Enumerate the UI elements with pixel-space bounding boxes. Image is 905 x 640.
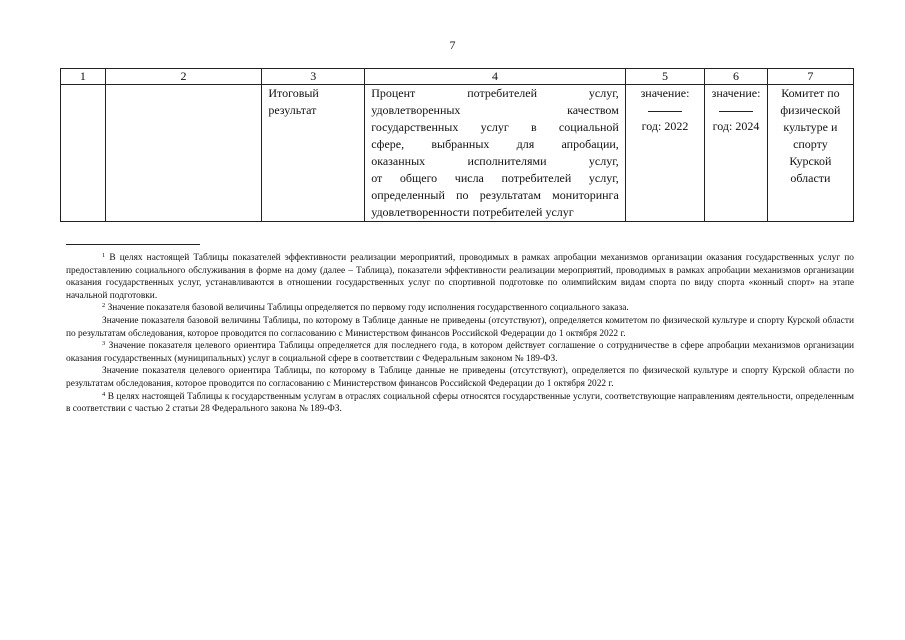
cell-col1 <box>61 85 106 222</box>
footnote <box>66 340 854 365</box>
cell-text-line: Итоговый <box>268 86 319 100</box>
cell-text-line: определенный по результатам мониторинга <box>371 188 619 202</box>
footnote <box>66 315 854 340</box>
value-blank-line <box>719 102 753 112</box>
footnote-marker: 3 <box>102 340 106 348</box>
cell-text-line: Процент потребителей услуг, <box>371 86 619 100</box>
cell-text-line: от общего числа потребителей услуг, <box>371 171 619 185</box>
cell-base-value <box>625 85 704 222</box>
cell-indicator-name <box>365 85 626 222</box>
footnote-text: Значение показателя базовой величины Таблицы, по которому в Таблице данные не приведены (отсутствуют), определяется комитетом по физической культуре и спорту Курской области по результатам обследования, которое проводится по согласованию с Министерством финансов Российской Федерации до 1 октября 2022 г. <box>66 315 854 339</box>
column-number: 2 <box>105 69 262 85</box>
footnote <box>66 252 854 302</box>
footnote-marker: 1 <box>102 252 106 259</box>
cell-text-line: государственных услуг в социальной <box>371 120 619 134</box>
value-year: год: 2022 <box>641 119 689 133</box>
cell-responsible <box>767 85 853 222</box>
footnote <box>66 365 854 390</box>
footnote-text: В целях настоящей Таблицы к государственным услугам в отраслях социальной сферы относятся государственные услуги, соответствующие направлениям деятельности, определенным в соответствии с частью 2 статьи 28 Федерального закона № 189-ФЗ. <box>66 391 854 415</box>
cell-text-line: результат <box>268 103 317 117</box>
cell-text-line: оказанных исполнителями услуг, <box>371 154 619 168</box>
footnote-text: В целях настоящей Таблицы показателей эффективности реализации мероприятий, проводимых в рамках апробации механизмов организации оказания государственных услуг по предоставлению социального обслуживания в форме на дому (далее – Таблица), показатели эффективности реализации мероприятий, проводимых в рамках апробации механизмов организации оказания государственных услуг, устанавливаются в отношении государственных услуг по спортивной подготовке по олимпийским видам спорта по виду спорта «конный спорт» на этапе начальной подготовки. <box>66 253 854 301</box>
footnote-text: Значение показателя базовой величины Таблицы определяется по первому году исполнения государственного социального заказа. <box>105 303 629 314</box>
footnote-marker: 2 <box>102 302 106 310</box>
value-year: год: 2024 <box>712 119 760 133</box>
cell-col2 <box>105 85 262 222</box>
column-number: 1 <box>61 69 106 85</box>
cell-text-line: области <box>790 171 831 185</box>
cell-result-type <box>262 85 365 222</box>
footnote-marker: 4 <box>102 390 106 398</box>
cell-text-line: спорту <box>793 137 828 151</box>
cell-text-line: Курской <box>789 154 832 168</box>
column-number-row <box>61 69 854 85</box>
indicator-table <box>60 68 854 222</box>
table-row <box>61 85 854 222</box>
cell-text-line: Комитет по <box>781 86 840 100</box>
footnote-separator <box>66 244 200 245</box>
footnote-text: Значение показателя целевого ориентира Таблицы, по которому в Таблице данные не приведены (отсутствуют), определяется по физической культуре и спорту Курской области по результатам обследования, которое проводится по согласованию с Министерством финансов Российской Федерации до 1 октября 2022 г. <box>66 366 854 389</box>
cell-text-line: сфере, выбранных для апробации, <box>371 137 619 151</box>
column-number: 3 <box>262 69 365 85</box>
column-number: 6 <box>705 69 768 85</box>
cell-text-line: культуре и <box>783 120 838 134</box>
cell-text-line: удовлетворенности потребителей услуг <box>371 205 574 219</box>
footnote-text: Значение показателя целевого ориентира Таблицы определяется для последнего года, в котором действует соглашение о сотрудничестве в сфере апробации механизмов организации оказания государственных (муниципальных) услуг в социальной сфере в соответствии с Федеральным законом № 189-ФЗ. <box>66 341 854 364</box>
value-blank-line <box>648 102 682 112</box>
value-label: значение: <box>711 86 761 100</box>
footnotes <box>66 252 854 416</box>
footnote <box>66 391 854 416</box>
column-number: 4 <box>365 69 626 85</box>
footnote <box>66 302 854 315</box>
page-number: 7 <box>449 38 456 52</box>
column-number: 5 <box>625 69 704 85</box>
value-label: значение: <box>640 86 690 100</box>
cell-text-line: удовлетворенных качеством <box>371 103 619 117</box>
cell-text-line: физической <box>780 103 841 117</box>
column-number: 7 <box>767 69 853 85</box>
cell-target-value <box>705 85 768 222</box>
